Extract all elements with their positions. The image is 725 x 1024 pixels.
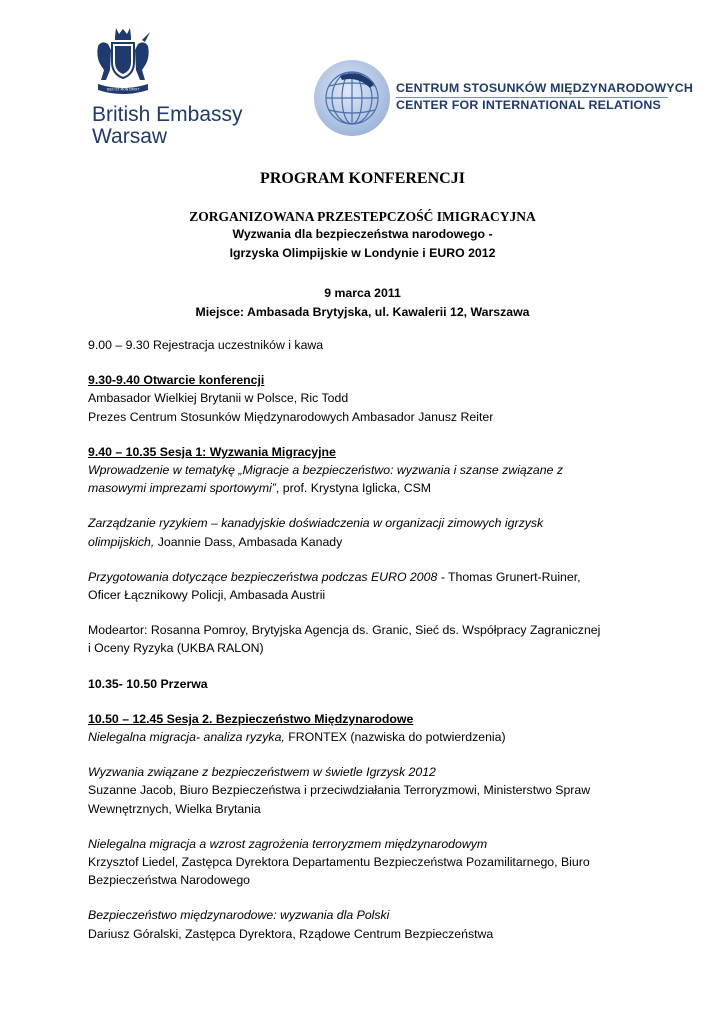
csm-divider bbox=[396, 97, 668, 98]
session2-item2-title: Wyzwania związane z bezpieczeństwem w świetle Igrzysk 2012 bbox=[88, 765, 436, 780]
session2-item4 bbox=[88, 906, 648, 942]
royal-coat-of-arms-icon bbox=[92, 26, 154, 96]
session2-item2 bbox=[88, 763, 648, 818]
opening-heading: 9.30-9.40 Otwarcie konferencji bbox=[88, 373, 265, 388]
registration-text: 9.00 – 9.30 Rejestracja uczestników i kawa bbox=[88, 338, 324, 352]
session1-item2 bbox=[88, 514, 648, 550]
session1-item2-title-b: olimpijskich, bbox=[88, 534, 155, 549]
british-embassy-logo bbox=[92, 26, 252, 150]
registration-item bbox=[88, 336, 648, 354]
subtitle-main: ZORGANIZOWANA PRZESTEPCZOŚĆ IMIGRACYJNA bbox=[189, 209, 536, 224]
session2-item4-title: Bezpieczeństwo międzynarodowe: wyzwania dla Polski bbox=[88, 908, 390, 923]
session2-item3-speaker-b: Bezpieczeństwa Narodowego bbox=[88, 873, 251, 888]
subtitle-line2: Wyzwania dla bezpieczeństwa narodowego - bbox=[232, 227, 493, 241]
opening-section bbox=[88, 371, 648, 426]
session2-item1-title: Nielegalna migracja- analiza ryzyka, bbox=[88, 730, 285, 745]
embassy-name-line2: Warsaw bbox=[92, 125, 168, 148]
session2-item2-speaker-b: Wewnętrznych, Wielka Brytania bbox=[88, 801, 261, 816]
session2-item2-speaker-a: Suzanne Jacob, Biuro Bezpieczeństwa i przeciwdziałania Terroryzmowi, Ministerstwo Spraw bbox=[88, 783, 591, 798]
session1-item1-title-b: masowymi imprezami sportowymi” bbox=[88, 481, 276, 496]
session1-moderator-b: i Oceny Ryzyka (UKBA RALON) bbox=[88, 641, 264, 656]
conference-subtitle bbox=[0, 208, 725, 263]
break-item bbox=[88, 675, 648, 693]
csm-name-english: CENTER FOR INTERNATIONAL RELATIONS bbox=[396, 98, 661, 112]
crest-motto: DIEU ET MON DROIT bbox=[106, 87, 140, 92]
opening-speaker-1: Ambasador Wielkiej Brytanii w Polsce, Ric Todd bbox=[88, 391, 349, 406]
date-venue bbox=[0, 284, 725, 322]
session2-item3-speaker-a: Krzysztof Liedel, Zastępca Dyrektora Departamentu Bezpieczeństwa Pozamilitarnego, Biuro bbox=[88, 855, 590, 870]
session2-intro bbox=[88, 710, 648, 746]
session1-item3-speaker-a: Thomas Grunert-Ruiner, bbox=[444, 569, 581, 584]
page-title: PROGRAM KONFERENCJI bbox=[260, 170, 465, 187]
break-text: 10.35- 10.50 Przerwa bbox=[88, 676, 208, 691]
session1-intro bbox=[88, 443, 648, 498]
csm-name-polish: CENTRUM STOSUNKÓW MIĘDZYNARODOWYCH bbox=[396, 81, 694, 95]
embassy-name bbox=[92, 104, 243, 148]
session1-item1-speaker: , prof. Krystyna Iglicka, CSM bbox=[275, 481, 432, 496]
session1-item3-speaker-b: Oficer Łącznikowy Policji, Ambasada Austrii bbox=[88, 588, 326, 603]
session1-heading: 9.40 – 10.35 Sesja 1: Wyzwania Migracyjne bbox=[88, 444, 336, 459]
subtitle-line3: Igrzyska Olimpijskie w Londynie i EURO 2012 bbox=[229, 246, 496, 260]
session2-item3-title: Nielegalna migracja a wzrost zagrożenia terroryzmem międzynarodowym bbox=[88, 836, 488, 851]
session1-moderator bbox=[88, 621, 648, 657]
conference-venue: Miejsce: Ambasada Brytyjska, ul. Kawalerii 12, Warszawa bbox=[195, 305, 530, 319]
embassy-name-line1: British Embassy bbox=[92, 103, 243, 126]
session1-item3 bbox=[88, 568, 648, 604]
program-body bbox=[88, 336, 648, 960]
session2-heading: 10.50 – 12.45 Sesja 2. Bezpieczeństwo Międzynarodowe bbox=[88, 711, 414, 726]
opening-speaker-2: Prezes Centrum Stosunków Międzynarodowych Ambasador Janusz Reiter bbox=[88, 409, 494, 424]
session1-item3-title: Przygotowania dotyczące bezpieczeństwa podczas EURO 2008 - bbox=[88, 569, 445, 584]
session2-item1-speaker: FRONTEX (nazwiska do potwierdzenia) bbox=[284, 730, 506, 745]
session2-item3 bbox=[88, 835, 648, 890]
csm-logo bbox=[312, 58, 694, 138]
session2-item4-speaker: Dariusz Góralski, Zastępca Dyrektora, Rządowe Centrum Bezpieczeństwa bbox=[88, 926, 494, 941]
session1-moderator-a: Modeartor: Rosanna Pomroy, Brytyjska Agencja ds. Granic, Sieć ds. Współpracy Zagranicznej bbox=[88, 623, 601, 638]
session1-item2-speaker: Joannie Dass, Ambasada Kanady bbox=[154, 534, 343, 549]
conference-date: 9 marca 2011 bbox=[324, 286, 401, 300]
session1-item2-title-a: Zarządzanie ryzykiem – kanadyjskie doświadczenia w organizacji zimowych igrzysk bbox=[88, 516, 544, 531]
session1-item1-title-a: Wprowadzenie w tematykę „Migracje a bezpieczeństwo: wyzwania i szanse związane z bbox=[88, 463, 563, 478]
globe-icon bbox=[312, 58, 392, 138]
